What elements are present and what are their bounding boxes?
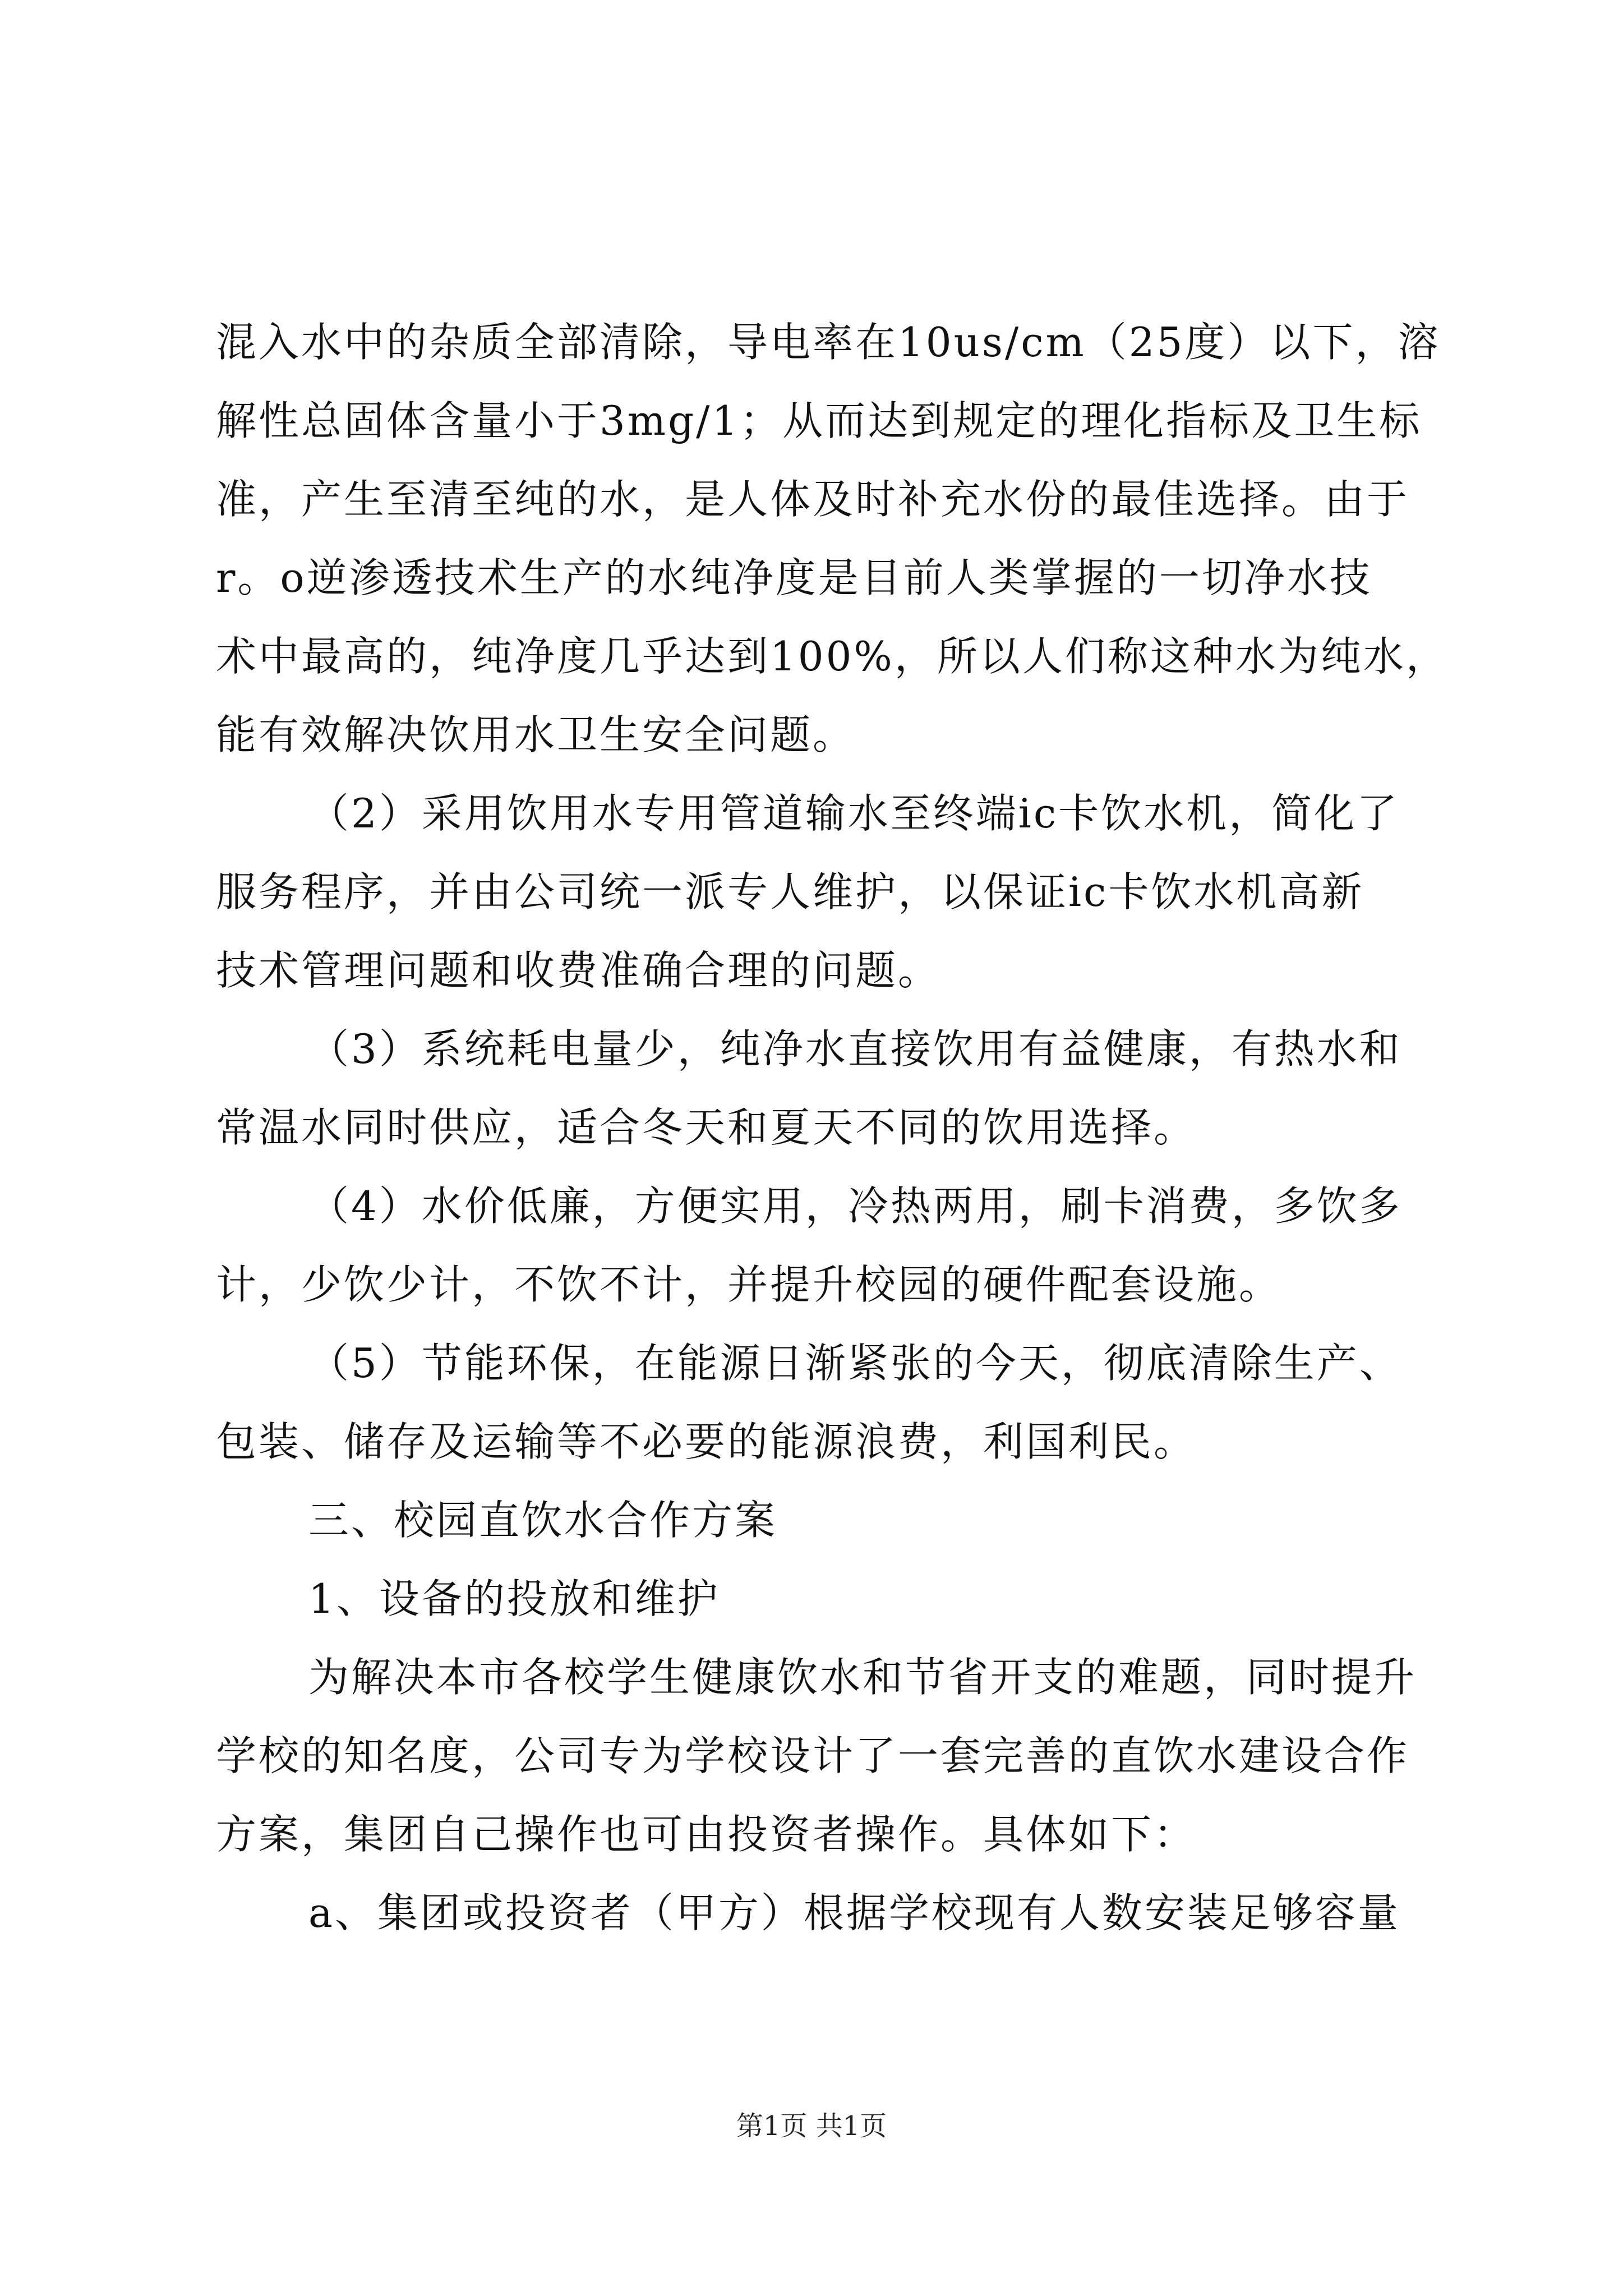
paragraph-line: （3）系统耗电量少，纯净水直接饮用有益健康，有热水和 [308,1025,1402,1073]
text-line: 方案，集团自己操作也可由投资者操作。具体如下： [216,1811,1197,1858]
paragraph-line: （4）水价低廉，方便实用，冷热两用，刷卡消费，多饮多 [308,1182,1402,1230]
paragraph-line: （2）采用饮用水专用管道输水至终端ic卡饮水机，简化了 [308,790,1400,837]
paragraph-line: 为解决本市各校学生健康饮水和节省开支的难题，同时提升 [308,1654,1417,1701]
text-line: 混入水中的杂质全部清除，导电率在10us/cm（25度）以下，溶 [216,319,1441,366]
text-line: 计，少饮少计，不饮不计，并提升校园的硬件配套设施。 [216,1261,1282,1308]
text-line: 准，产生至清至纯的水，是人体及时补充水份的最佳选择。由于 [216,476,1410,523]
paragraph-line: a、集团或投资者（甲方）根据学校现有人数安装足够容量 [308,1889,1400,1936]
text-line: 包装、储存及运输等不必要的能源浪费，利国利民。 [216,1418,1197,1465]
subsection-heading: 1、设备的投放和维护 [308,1575,720,1622]
text-line: 技术管理问题和收费准确合理的问题。 [216,947,941,994]
paragraph-line: （5）节能环保，在能源日渐紧张的今天，彻底清除生产、 [308,1340,1402,1387]
text-line: 能有效解决饮用水卫生安全问题。 [216,711,856,758]
text-line: 术中最高的，纯净度几乎达到100%，所以人们称这种水为纯水， [216,633,1449,680]
text-line: 学校的知名度，公司专为学校设计了一套完善的直饮水建设合作 [216,1732,1410,1779]
section-heading: 三、校园直饮水合作方案 [308,1497,778,1544]
text-line: r。o逆渗透技术生产的水纯净度是目前人类掌握的一切净水技 [216,554,1372,601]
text-line: 解性总固体含量小于3mg/1；从而达到规定的理化指标及卫生标 [216,397,1422,444]
text-line: 常温水同时供应，适合冬天和夏天不同的饮用选择。 [216,1104,1197,1151]
text-line: 服务程序，并由公司统一派专人维护，以保证ic卡饮水机高新 [216,868,1364,915]
page-number: 第1页 共1页 [736,2110,887,2142]
